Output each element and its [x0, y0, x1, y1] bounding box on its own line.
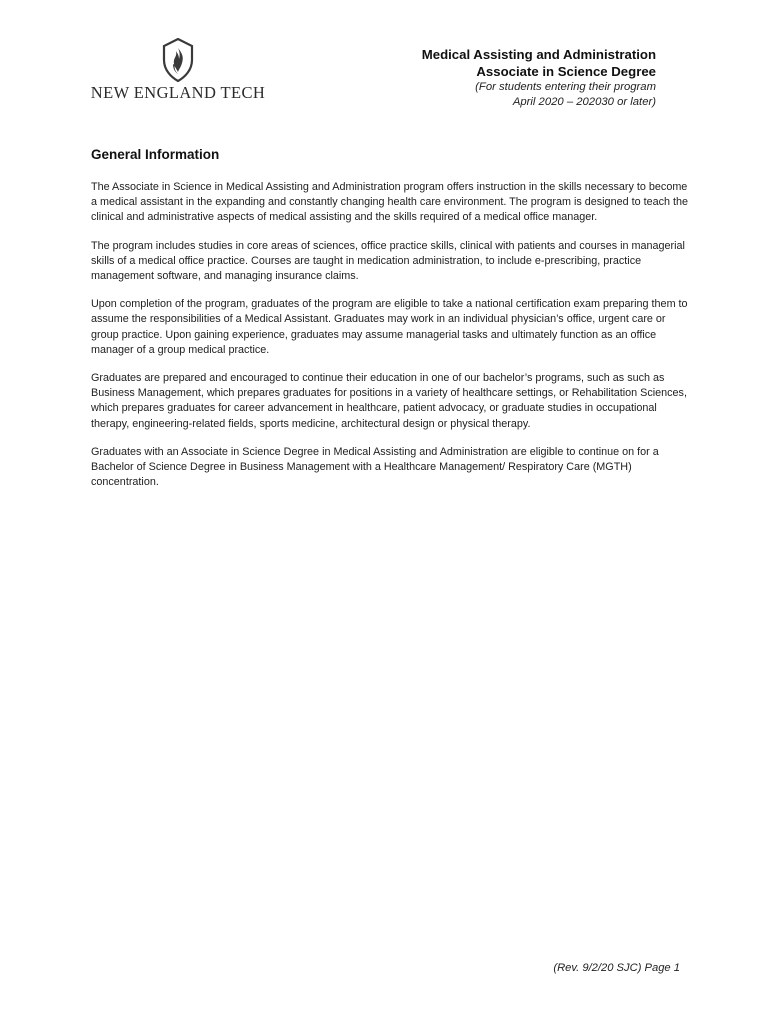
program-title: Medical Assisting and Administration: [421, 47, 656, 62]
flame-shield-icon: [161, 38, 195, 82]
page-footer: (Rev. 9/2/20 SJC) Page 1: [553, 962, 680, 974]
new-england-tech-logo: [88, 38, 268, 106]
logo-text: NEW ENGLAND TECH: [90, 83, 266, 102]
entry-note-line1: (For students entering their program: [475, 81, 656, 93]
section-heading: General Information: [91, 147, 220, 162]
paragraph-2: The program includes studies in core areas of sciences, office practice skills, clinical with patients and courses in managerial skills of a medical office practice. Courses are taught in medication administration, to include e-prescribing, practice management software, and managing insurance claims.: [91, 239, 685, 283]
entry-note-line2: April 2020 – 202030 or later): [512, 96, 656, 108]
document-header: [422, 46, 656, 110]
paragraph-3: Upon completion of the program, graduates of the program are eligible to take a national certification exam preparing them to assume the responsibilities of a Medical Assistant. Graduates may work in an individual physician’s office, urgent care or group practice. Upon gaining experience, graduates may assume managerial tasks and ultimately function as an office manager of a group medical practice.: [91, 298, 688, 356]
paragraph-5: Graduates with an Associate in Science Degree in Medical Assisting and Administration are eligible to continue on for a Bachelor of Science Degree in Business Management with a Healthcare Management/ Respiratory Care (MGTH) concentration.: [91, 445, 659, 489]
section-body: [91, 180, 691, 503]
degree-title: Associate in Science Degree: [476, 64, 656, 79]
paragraph-1: The Associate in Science in Medical Assisting and Administration program offers instruction in the skills necessary to become a medical assistant in the expanding and constantly changing health care environment. The program is designed to teach the clinical and administrative aspects of medical assisting and the skills required of a medical office manager.: [91, 181, 689, 224]
paragraph-4: Graduates are prepared and encouraged to continue their education in one of our bachelor’s programs, such as such as Business Management, which prepares graduates for positions in a variety of healthcare settings, or Rehabilitation Sciences, which prepares graduates for career advancement in healthcare, patient advocacy, or graduate studies in occupational therapy, engineering-related fields, sports medicine, architectural design or physical therapy.: [91, 372, 687, 430]
